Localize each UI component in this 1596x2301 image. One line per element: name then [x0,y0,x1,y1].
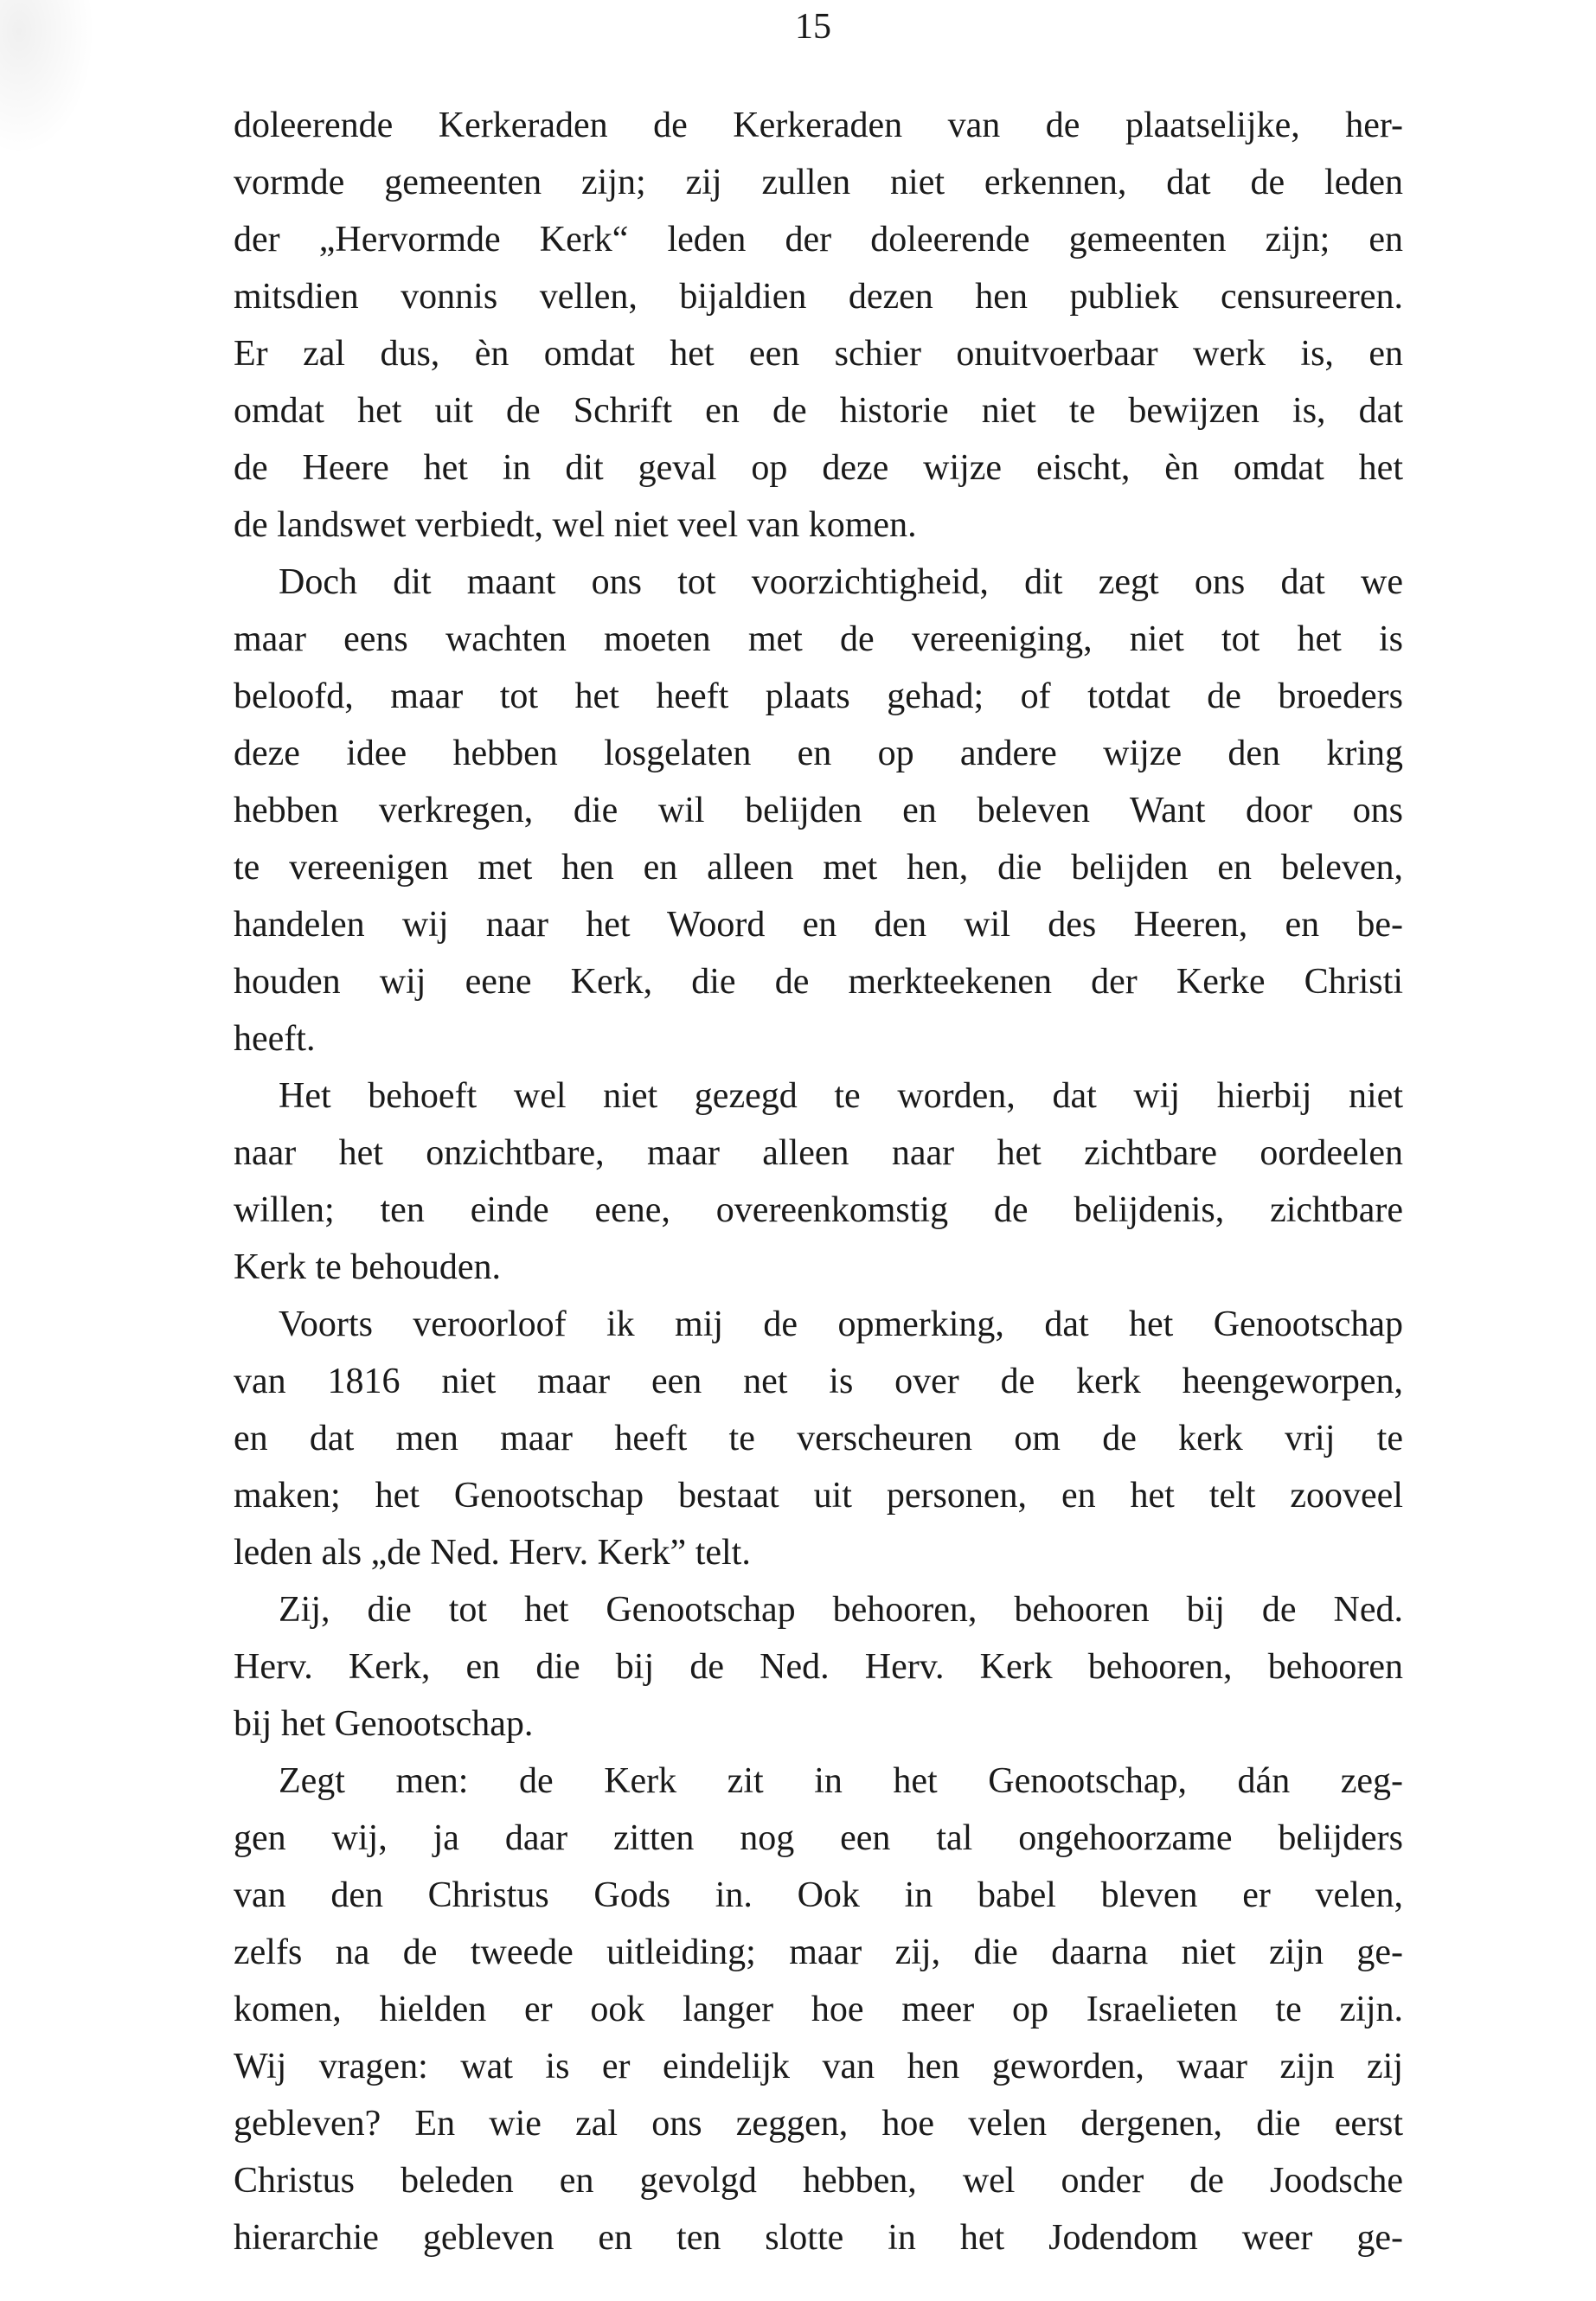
text-line: gebleven? En wie zal ons zeggen, hoe velen dergenen, die eerst [234,2104,1403,2144]
text-line: doleerende Kerkeraden de Kerkeraden van de plaatselijke, her- [234,106,1403,145]
text-line: maken; het Genootschap bestaat uit personen, en het telt zooveel [234,1476,1403,1516]
page-number: 15 [795,7,831,47]
text-line: houden wij eene Kerk, die de merkteekenen der Kerke Christi [234,962,1403,1002]
text-line: Zegt men: de Kerk zit in het Genootschap, dán zeg- [279,1761,1403,1801]
text-line: Doch dit maant ons tot voorzichtigheid, dit zegt ons dat we [279,562,1403,602]
text-line: Herv. Kerk, en die bij de Ned. Herv. Kerk behooren, behooren [234,1647,1403,1687]
text-line: willen; ten einde eene, overeenkomstig de belijdenis, zichtbare [234,1190,1403,1230]
scan-artifact [0,0,95,156]
text-line: Wij vragen: wat is er eindelijk van hen geworden, waar zijn zij [234,2047,1403,2086]
text-line: van den Christus Gods in. Ook in babel bleven er velen, [234,1875,1403,1915]
text-line: Kerk te behouden. [234,1247,502,1287]
text-line: te vereenigen met hen en alleen met hen, die belijden en beleven, [234,848,1403,888]
text-line: mitsdien vonnis vellen, bijaldien dezen hen publiek censureeren. [234,277,1403,317]
text-line: hebben verkregen, die wil belijden en beleven Want door ons [234,791,1403,830]
text-line: en dat men maar heeft te verscheuren om de kerk vrij te [234,1419,1403,1458]
text-line: de landswet verbiedt, wel niet veel van komen. [234,505,917,545]
text-line: naar het onzichtbare, maar alleen naar het zichtbare oordeelen [234,1133,1403,1173]
text-line: hierarchie gebleven en ten slotte in het Jodendom weer ge- [234,2218,1403,2258]
text-line: de Heere het in dit geval op deze wijze eischt, èn omdat het [234,448,1403,488]
body-text [234,97,1403,2266]
text-line: vormde gemeenten zijn; zij zullen niet erkennen, dat de leden [234,163,1403,202]
text-line: komen, hielden er ook langer hoe meer op Israelieten te zijn. [234,1990,1403,2029]
text-line: Er zal dus, èn omdat het een schier onuitvoerbaar werk is, en [234,334,1403,374]
text-line: gen wij, ja daar zitten nog een tal ongehoorzame belijders [234,1818,1403,1858]
text-line: maar eens wachten moeten met de vereeniging, niet tot het is [234,619,1403,659]
text-line: zelfs na de tweede uitleiding; maar zij, die daarna niet zijn ge- [234,1932,1403,1972]
text-line: handelen wij naar het Woord en den wil des Heeren, en be- [234,905,1403,945]
text-line: leden als „de Ned. Herv. Kerk” telt. [234,1533,751,1573]
text-line: omdat het uit de Schrift en de historie niet te bewijzen is, dat [234,391,1403,431]
text-line: beloofd, maar tot het heeft plaats gehad; of totdat de broeders [234,676,1403,716]
text-line: van 1816 niet maar een net is over de kerk heengeworpen, [234,1362,1403,1401]
text-line: bij het Genootschap. [234,1704,534,1744]
text-line: der „Hervormde Kerk“ leden der doleerende gemeenten zijn; en [234,220,1403,260]
text-line: Het behoeft wel niet gezegd te worden, dat wij hierbij niet [279,1076,1403,1116]
text-line: Zij, die tot het Genootschap behooren, behooren bij de Ned. [279,1590,1403,1630]
text-line: Christus beleden en gevolgd hebben, wel onder de Joodsche [234,2161,1403,2201]
text-line: heeft. [234,1019,316,1059]
text-line: Voorts veroorloof ik mij de opmerking, dat het Genootschap [279,1304,1403,1344]
text-line: deze idee hebben losgelaten en op andere wijze den kring [234,734,1403,773]
